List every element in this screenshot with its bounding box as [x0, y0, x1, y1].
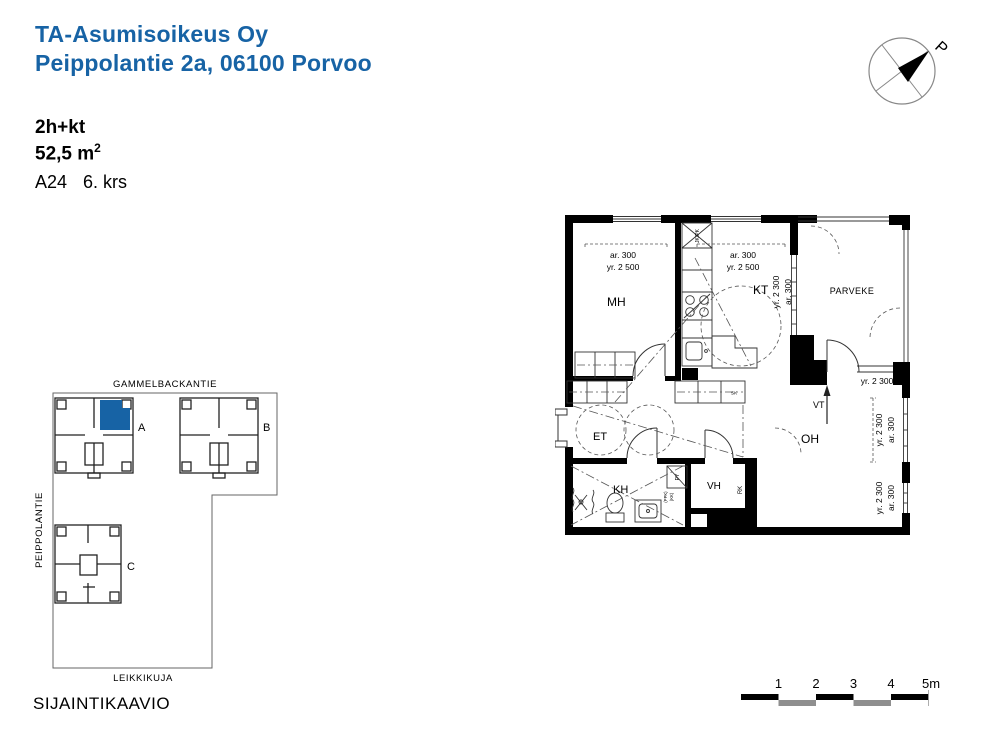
- scale-tick-2: 2: [812, 676, 820, 691]
- scale-segments-bottom: [779, 700, 892, 706]
- mh-ar-text: ar. 300: [610, 250, 636, 260]
- unit-id: [35, 172, 127, 193]
- py-label: PY: [675, 473, 681, 481]
- north-arrow: [898, 51, 929, 82]
- building-label-b: B: [263, 422, 271, 434]
- highlighted-apartment: [100, 400, 130, 430]
- room-label-parveke: PARVEKE: [829, 286, 875, 296]
- windows: [613, 217, 908, 514]
- scale-end-label: 5m: [921, 676, 941, 691]
- kitchen-counter: [712, 336, 757, 368]
- floor-plan: [555, 200, 920, 545]
- kt-yr2300-vertical: yr. 2 300: [771, 275, 781, 309]
- company-name: TA-Asumisoikeus Oy: [35, 21, 269, 47]
- building-label-c: C: [127, 561, 135, 573]
- scale-tick-3: 3: [849, 676, 858, 691]
- scale-segments-top: [741, 694, 929, 700]
- sk-label: SK: [731, 390, 738, 396]
- unit-type: 2h+kt: [35, 117, 86, 138]
- scale-tick-1: 1: [774, 676, 783, 691]
- building-c: [55, 525, 121, 603]
- north-label: P: [931, 38, 951, 59]
- vt-label: VT: [813, 400, 825, 410]
- apartment-number: A24: [35, 172, 68, 192]
- area-value: 52,5 m: [35, 143, 95, 165]
- room-label-kt: KT: [753, 283, 769, 297]
- building-b: [180, 398, 258, 478]
- reservation-lines: [585, 244, 876, 462]
- area-superscript: 2: [94, 141, 101, 155]
- street-label-left: PEIPPOLANTIE: [34, 492, 45, 568]
- address-line: Peippolantie 2a, 06100 Porvoo: [35, 50, 372, 77]
- scale-bar: [733, 674, 948, 719]
- dashdot-lines: [571, 258, 751, 525]
- site-plan: [25, 370, 315, 690]
- unit-area: [35, 141, 101, 165]
- kt-ar300-vertical: ar. 300: [783, 279, 793, 305]
- ppk-label: (PPK): [663, 491, 668, 503]
- w4-ar300-vertical: ar. 300: [886, 485, 896, 511]
- site-plan-caption: SIJAINTIKAAVIO: [33, 694, 171, 713]
- entrance-door: [555, 409, 567, 415]
- w3-ar300-vertical: ar. 300: [886, 417, 896, 443]
- room-labels: [593, 283, 874, 496]
- dining-table: [701, 286, 781, 366]
- room-label-oh: OH: [801, 432, 819, 446]
- kk-label: (KK): [669, 492, 674, 502]
- kt-ar-text: ar. 300: [730, 250, 756, 260]
- room-label-vh: VH: [707, 481, 721, 492]
- floor-number: 6. krs: [83, 172, 128, 192]
- scale-tick-4: 4: [887, 676, 895, 691]
- compass-rose: [869, 38, 935, 104]
- mh-yr-text: yr. 2 500: [606, 262, 640, 272]
- vt-arrow: [824, 385, 831, 424]
- room-label-mh: MH: [607, 295, 626, 309]
- room-label-et: ET: [593, 431, 608, 443]
- toilet-icon: [607, 493, 623, 513]
- rk-label: RK: [738, 485, 744, 495]
- kitchen-units: [682, 223, 757, 368]
- w4-yr2300-vertical: yr. 2 300: [874, 481, 884, 515]
- page-title: [35, 20, 372, 79]
- kt-yr-text: yr. 2 500: [726, 262, 760, 272]
- building-label-a: A: [138, 422, 146, 434]
- fridge-label: JK/PK: [695, 229, 701, 243]
- room-label-kh: KH: [613, 484, 629, 496]
- street-label-top: GAMMELBACKANTIE: [112, 379, 218, 390]
- w3-yr2300-vertical: yr. 2 300: [874, 413, 884, 447]
- compass-icon: [860, 16, 960, 111]
- oh-yr2300-text: yr. 2 300: [860, 376, 894, 386]
- site-boundary: [53, 393, 277, 668]
- street-label-bottom: LEIKKIKUJA: [113, 673, 173, 684]
